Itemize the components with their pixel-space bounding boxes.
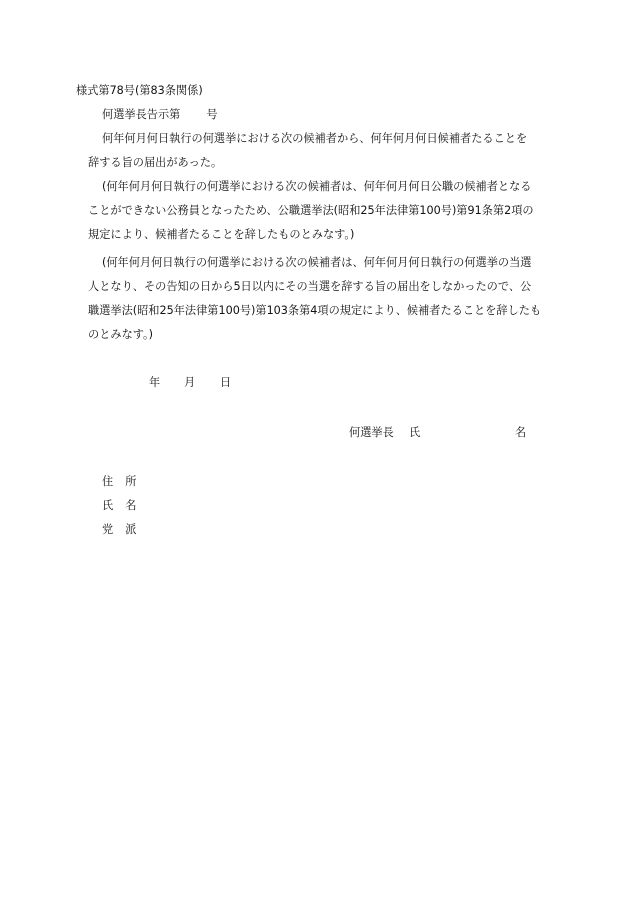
field-name-label: 氏 名 bbox=[102, 499, 137, 512]
date-month: 月 bbox=[184, 376, 196, 389]
notice-number bbox=[102, 109, 218, 120]
form-number: 様式第78号(第83条関係) bbox=[76, 84, 203, 97]
paragraph-3-line-2: 人となり、その告知の日から5日以内にその当選を辞する旨の届出をしなかったので、公 bbox=[88, 280, 532, 293]
paragraph-2-line-1: (何年何月何日執行の何選挙における次の候補者は、何年何月何日公職の候補者となる bbox=[102, 180, 532, 193]
notice-prefix: 何選挙長告示第 bbox=[102, 108, 181, 121]
paragraph-1-line-2: 辞する旨の届出があった。 bbox=[88, 156, 223, 169]
paragraph-2-line-3: 規定により、候補者たることを辞したものとみなす。) bbox=[88, 228, 355, 241]
signature-name: 名 bbox=[515, 426, 527, 439]
paragraph-2-line-2: ことができない公務員となったため、公職選挙法(昭和25年法律第100号)第91条第2項の bbox=[88, 204, 534, 217]
date-day: 日 bbox=[220, 376, 232, 389]
notice-suffix: 号 bbox=[206, 108, 218, 121]
signature-surname: 氏 bbox=[409, 426, 421, 439]
signature-title: 何選挙長 bbox=[349, 426, 394, 439]
date-year: 年 bbox=[149, 376, 161, 389]
paragraph-1-line-1: 何年何月何日執行の何選挙における次の候補者から、何年何月何日候補者たることを bbox=[102, 132, 528, 145]
paragraph-3-line-3: 職選挙法(昭和25年法律第100号)第103条第4項の規定により、候補者たることを辞したも bbox=[88, 304, 542, 317]
field-party-label: 党 派 bbox=[102, 523, 137, 536]
paragraph-3-line-4: のとみなす。) bbox=[88, 328, 153, 341]
field-address-label: 住 所 bbox=[102, 475, 137, 488]
paragraph-3-line-1: (何年何月何日執行の何選挙における次の候補者は、何年何月何日執行の何選挙の当選 bbox=[102, 256, 532, 269]
